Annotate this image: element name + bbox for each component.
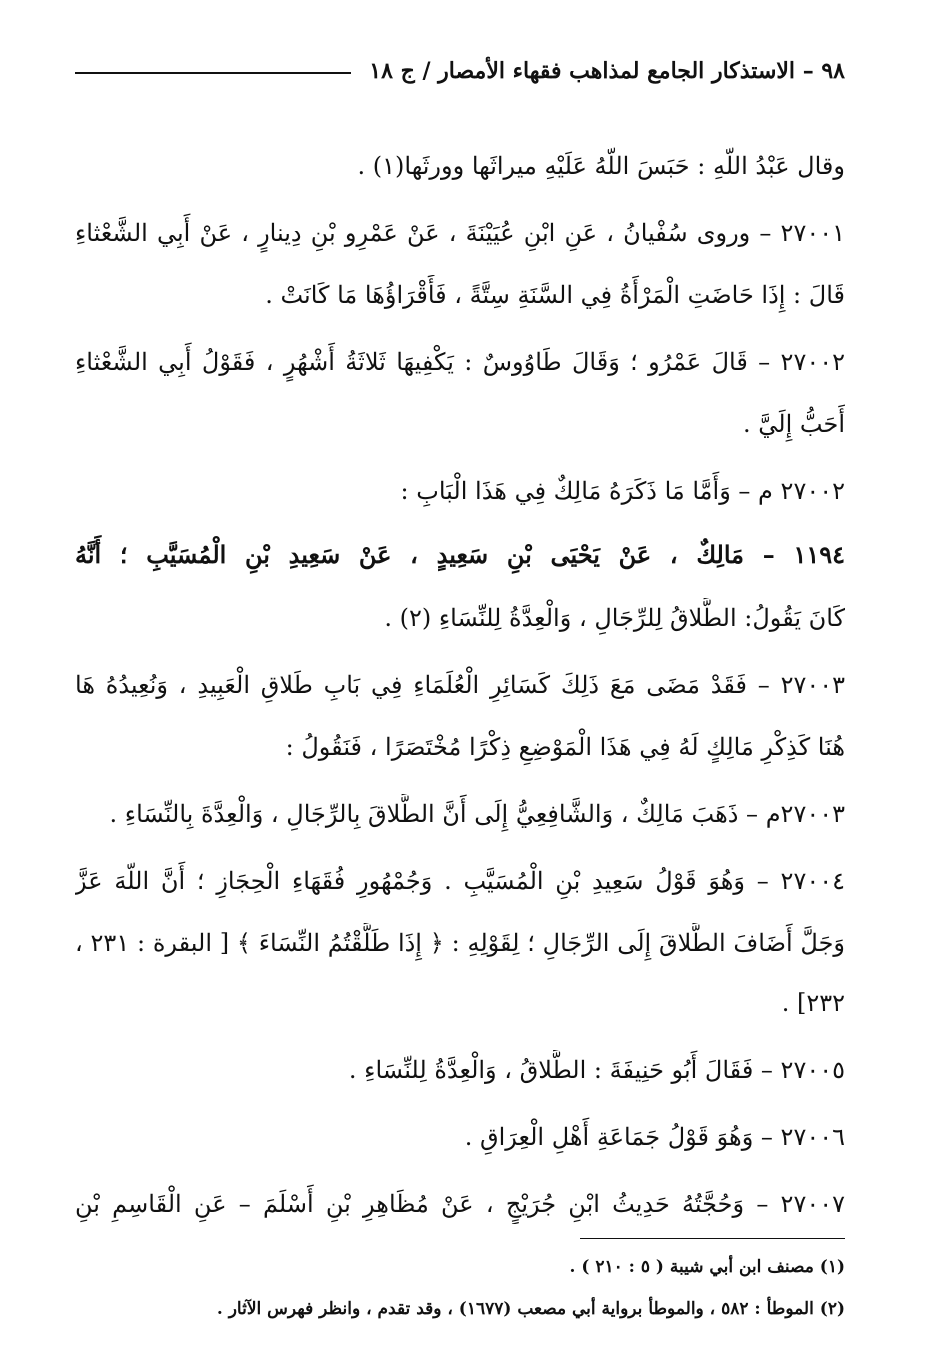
body-line-10: هُنَا كَذِكْرِ مَالِكٍ لَهُ فِي هَذَا الْمَوْضِعِ ذِكْرًا مُخْتَصَرًا ، فَنَقُولُ : (285, 733, 845, 761)
body-line-2: ٢٧٠٠١ – وروى سُفْيانُ ، عَنِ ابْنِ عُيَيْنَةَ ، عَنْ عَمْرِو بْنِ دِينارٍ ، عَنْ أَبِي الشَّعْثاءِ (75, 219, 845, 247)
footnote-rule (580, 1238, 845, 1239)
body-line-9: ٢٧٠٠٣ – فَقَدْ مَضَى مَعَ ذَلِكَ كَسَائِرِ الْعُلَمَاءِ فِي بَابِ طَلاقِ الْعَبِيدِ ، وَنُعِيدُهُ هَا (75, 671, 845, 699)
footnote-1: (١) مصنف ابن أبي شيبة ( ٥ : ٢١٠ ) . (569, 1257, 845, 1277)
body-line-14: ٢٣٢] . (781, 989, 845, 1017)
running-head (75, 58, 845, 84)
body-line-17: ٢٧٠٠٧ – وَحُجَّتُهُ حَدِيثُ ابْنِ جُرَيْجٍ ، عَنْ مُظَاهِرِ بْنِ أَسْلَمَ – عَنِ الْقَاسِمِ بْنِ (75, 1190, 845, 1218)
footnote-2: (٢) الموطأ : ٥٨٢ ، والموطأ برواية أبي مصعب (١٦٧٧) ، وقد تقدم ، وانظر فهرس الآثار . (216, 1299, 845, 1319)
body-line-16: ٢٧٠٠٦ – وَهُوَ قَوْلُ جَمَاعَةِ أَهْلِ الْعِرَاقِ . (464, 1123, 845, 1151)
body-line-3: قَالَ : إِذَا حَاضَتِ الْمَرْأَةُ فِي السَّنَةِ سِتَّةً ، فَأَقْرَاؤُهَا مَا كَانَتْ . (265, 281, 845, 309)
body-line-13: وَجَلَّ أَضَافَ الطَّلاقَ إِلَى الرِّجَالِ ؛ لِقَوْلِهِ : ﴿ إِذَا طَلَّقْتُمُ النِّسَاءَ ﴾ [ البقرة : ٢٣١ ، (75, 929, 845, 957)
body-line-6: ٢٧٠٠٢ م – وَأَمَّا مَا ذَكَرَهُ مَالِكٌ فِي هَذَا الْبَابِ : (400, 477, 845, 505)
running-head-rule (75, 72, 351, 74)
body-line-1: وقال عَبْدُ اللّهِ : حَبَسَ اللّهُ عَلَيْهِ ميراثَها وورثَها(١) . (357, 152, 845, 180)
body-line-8: كَانَ يَقُولُ: الطَّلاقُ لِلرِّجَالِ ، وَالْعِدَّةُ لِلنِّسَاءِ (٢) . (384, 604, 845, 632)
body-line-4: ٢٧٠٠٢ – قَالَ عَمْرُو ؛ وَقَالَ طَاوُوسٌ : يَكْفِيهَا ثَلاثَةُ أَشْهُرٍ ، فَقَوْلُ أَبِي الشَّعْثاءِ (75, 348, 845, 376)
body-line-5: أَحَبُّ إِلَيَّ . (743, 410, 845, 438)
body-line-7-hadith: ١١٩٤ – مَالِكٌ ، عَنْ يَحْيَى بْنِ سَعِيدٍ ، عَنْ سَعِيدِ بْنِ الْمُسَيَّبِ ؛ أَنَّهُ (75, 540, 845, 569)
body-line-12: ٢٧٠٠٤ – وَهُوَ قَوْلُ سَعِيدِ بْنِ الْمُسَيَّبِ . وَجُمْهُورِ فُقَهَاءِ الْحِجَازِ ؛ أَنَّ اللّهَ عَزَّ (75, 867, 845, 895)
body-line-15: ٢٧٠٠٥ – فَقَالَ أَبُو حَنِيفَةَ : الطَّلاقُ ، وَالْعِدَّةُ لِلنِّسَاءِ . (348, 1056, 845, 1084)
running-head-text: ٩٨ – الاستذكار الجامع لمذاهب فقهاء الأمصار / ج ١٨ (369, 58, 845, 84)
body-line-11: ٢٧٠٠٣م – ذَهَبَ مَالِكٌ ، وَالشَّافِعِيُّ إِلَى أَنَّ الطَّلاقَ بِالرِّجَالِ ، وَالْعِدَّةَ بِالنِّسَاءِ . (109, 800, 845, 828)
